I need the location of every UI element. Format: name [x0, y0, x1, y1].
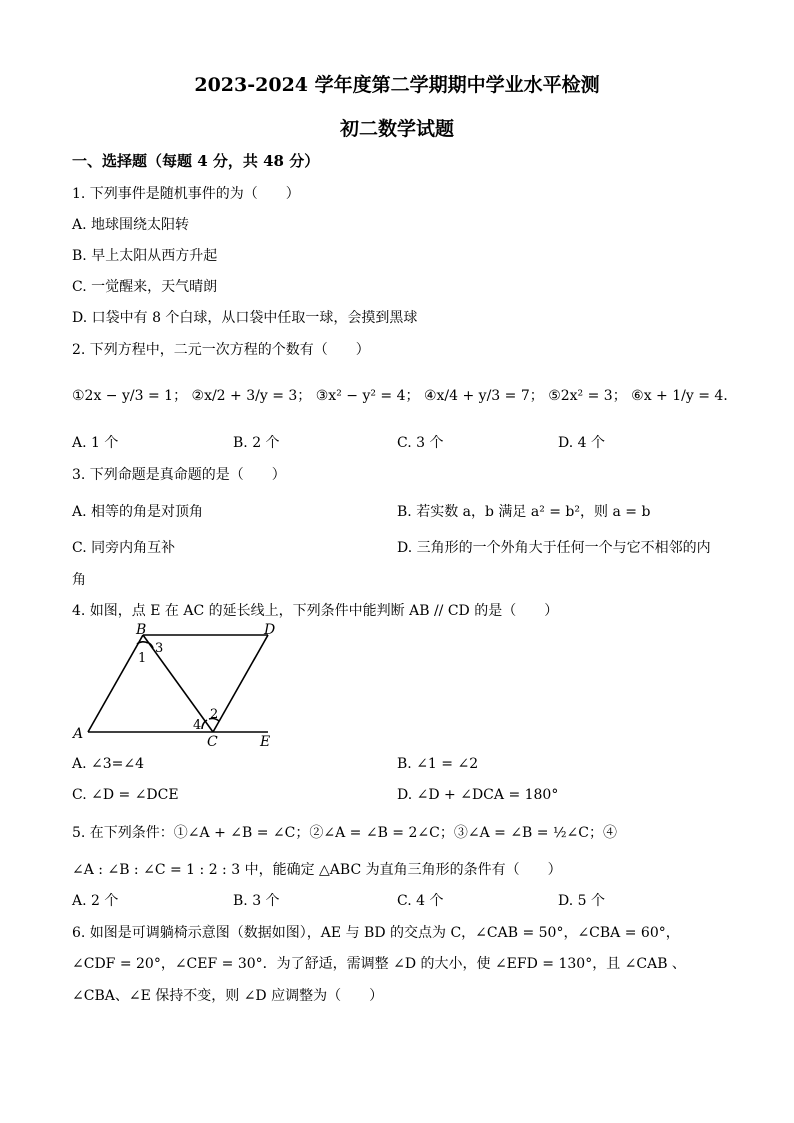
figure-label-a: A — [73, 726, 84, 742]
question-6-line-3: ∠CBA、∠E 保持不变，则 ∠D 应调整为（ ） — [72, 988, 384, 1004]
equation-4: ④x/4 + y/3 = 7 — [423, 388, 530, 404]
question-5-option-c: C. 4 个 — [397, 893, 444, 909]
question-4-option-b: B. ∠1 = ∠2 — [397, 756, 479, 772]
question-2-option-c: C. 3 个 — [397, 435, 444, 451]
question-5-option-b: B. 3 个 — [233, 893, 280, 909]
question-2-equations: ①2x − y/3 = 1； ②x/2 + 3/y = 3； ③x² − y² = 4； ④x/4 + y/3 = 7； ⑤2x² = 3； ⑥x + 1/y = 4． — [72, 388, 738, 404]
question-1-option-c: C. 一觉醒来，天气晴朗 — [72, 279, 218, 295]
question-3-option-a: A. 相等的角是对顶角 — [72, 504, 204, 520]
question-2-option-d: D. 4 个 — [558, 435, 605, 451]
question-2-option-a: A. 1 个 — [72, 435, 119, 451]
section-heading: 一、选择题（每题 4 分，共 48 分） — [72, 152, 320, 170]
question-3-option-b: B. 若实数 a，b 满足 a² = b²，则 a = b — [397, 504, 651, 520]
question-2-stem: 2. 下列方程中，二元一次方程的个数有（ ） — [72, 342, 370, 358]
question-5-stem-line-1: 5. 在下列条件：①∠A + ∠B = ∠C；②∠A = ∠B = 2∠C；③∠A = ∠B = ½∠C；④ — [72, 825, 617, 841]
figure-label-c: C — [207, 734, 218, 747]
equation-2: ②x/2 + 3/y = 3 — [191, 388, 298, 404]
question-6-line-1: 6. 如图是可调躺椅示意图（数据如图），AE 与 BD 的交点为 C，∠CAB = 50°，∠CBA = 60°， — [72, 925, 680, 941]
angle-label-4: 4 — [193, 718, 202, 733]
question-2-option-b: B. 2 个 — [233, 435, 280, 451]
question-3-stem: 3. 下列命题是真命题的是（ ） — [72, 467, 286, 483]
equation-5: ⑤2x² = 3 — [548, 388, 613, 404]
question-4-option-a: A. ∠3=∠4 — [72, 756, 145, 772]
figure-label-b: B — [136, 622, 147, 638]
question-3-option-d-continuation: 角 — [72, 572, 86, 588]
question-5-stem-line-2: ∠A : ∠B : ∠C = 1 : 2 : 3 中，能确定 △ABC 为直角三角形的条件有（ ） — [72, 862, 562, 878]
angle-label-3: 3 — [155, 641, 164, 656]
question-5-option-d: D. 5 个 — [558, 893, 605, 909]
question-5-option-a: A. 2 个 — [72, 893, 119, 909]
question-1-stem: 1. 下列事件是随机事件的为（ ） — [72, 186, 300, 202]
figure-label-d: D — [264, 622, 276, 638]
question-4-option-c: C. ∠D = ∠DCE — [72, 787, 179, 803]
equation-6: ⑥x + 1/y = 4 — [631, 388, 724, 404]
question-1-option-b: B. 早上太阳从西方升起 — [72, 248, 218, 264]
angle-label-1: 1 — [138, 651, 147, 666]
page-subtitle: 初二数学试题 — [339, 118, 454, 140]
question-1-option-d: D. 口袋中有 8 个白球，从口袋中任取一球，会摸到黑球 — [72, 310, 418, 326]
question-4-option-d: D. ∠D + ∠DCA = 180° — [397, 787, 559, 803]
question-3-option-d: D. 三角形的一个外角大于任何一个与它不相邻的内 — [397, 540, 711, 556]
angle-label-2: 2 — [210, 707, 219, 722]
question-6-line-2: ∠CDF = 20°，∠CEF = 30°．为了舒适，需调整 ∠D 的大小，使 ∠EFD = 130°，且 ∠CAB 、 — [72, 956, 686, 972]
question-4-stem: 4. 如图，点 E 在 AC 的延长线上，下列条件中能判断 AB // CD 的是（ ） — [72, 603, 559, 619]
page-title: 2023-2024 学年度第二学期期中学业水平检测 — [194, 74, 600, 96]
question-1-option-a: A. 地球围绕太阳转 — [72, 217, 190, 233]
figure-label-e: E — [260, 734, 271, 747]
equation-1: ①2x − y/3 = 1 — [72, 388, 174, 404]
equation-3: ③x² − y² = 4 — [315, 388, 406, 404]
parallelogram-figure — [70, 622, 290, 747]
question-3-option-c: C. 同旁内角互补 — [72, 540, 176, 556]
